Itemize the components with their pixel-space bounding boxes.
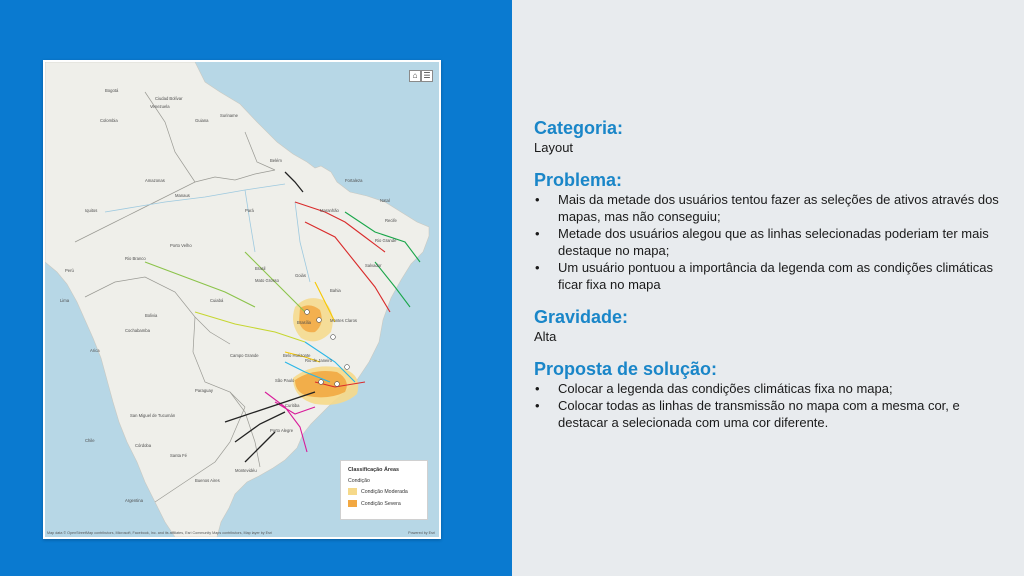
problema-heading: Problema: — [534, 170, 623, 190]
label-colombia: Colombia — [100, 118, 118, 123]
section-categoria — [534, 118, 1004, 156]
gravidade-heading: Gravidade: — [534, 307, 629, 327]
label-belem: Belém — [270, 158, 282, 163]
problema-item: • Mais da metade dos usuários tentou fazer as seleções de ativos através dos mapas, mas não conseguiu; — [534, 191, 1004, 225]
section-proposta — [534, 359, 1004, 431]
label-cordoba: Córdoba — [135, 443, 152, 448]
categoria-heading: Categoria: — [534, 118, 624, 138]
proposta-list — [534, 380, 1004, 431]
map-powered-by[interactable]: Powered by Esri — [408, 531, 435, 535]
label-peru: Perú — [65, 268, 74, 273]
problema-item: • Metade dos usuários alegou que as linhas selecionadas poderiam ter mais destaque no mapa; — [534, 225, 1004, 259]
label-guiana: Guiana — [195, 118, 209, 123]
label-cuiaba: Cuiabá — [210, 298, 224, 303]
label-natal: Natal — [380, 198, 390, 203]
label-venezuela: Venezuela — [150, 104, 170, 109]
label-rio-branco: Rio Branco — [125, 256, 146, 261]
list-icon: ☰ — [423, 71, 431, 80]
proposta-item: • Colocar a legenda das condições climáticas fixa no mapa; — [534, 380, 1004, 397]
map-frame — [43, 60, 441, 539]
label-maranhao: Maranhão — [320, 208, 339, 213]
categoria-value: Layout — [534, 140, 574, 155]
label-bolivia: Bolivia — [145, 313, 158, 318]
map-view[interactable] — [45, 62, 439, 537]
label-mato-grosso: Mato Grosso — [255, 278, 279, 283]
label-montevideu: Montevidéu — [235, 468, 257, 473]
label-brasilia: Brasília — [297, 320, 311, 325]
label-para: Pará — [245, 208, 254, 213]
label-porto-alegre: Porto Alegre — [270, 428, 294, 433]
legend-swatch-severe — [348, 500, 357, 507]
label-tucuman: San Miguel de Tucumán — [130, 413, 176, 418]
label-bogota: Bogotá — [105, 88, 119, 93]
findings-content — [534, 118, 1004, 445]
label-cochabamba: Cochabamba — [125, 328, 150, 333]
legend-swatch-moderate — [348, 488, 357, 495]
label-rio-de-janeiro: Rio de Janeiro — [305, 358, 333, 363]
proposta-heading: Proposta de solução: — [534, 359, 718, 379]
label-santa-fe: Santa Fé — [170, 453, 187, 458]
list-button[interactable] — [421, 70, 433, 82]
label-arica: Arica — [90, 348, 100, 353]
label-rio-grande: Rio Grande — [375, 238, 397, 243]
label-brasil: Brasil — [255, 266, 266, 271]
label-buenos-aires: Buenos Aires — [195, 478, 220, 483]
label-argentina: Argentina — [125, 498, 143, 503]
legend-label-severe: Condição Severa — [361, 500, 401, 507]
label-porto-velho: Porto Velho — [170, 243, 192, 248]
label-lima: Lima — [60, 298, 70, 303]
gravidade-value: Alta — [534, 329, 557, 344]
legend-item-moderate — [348, 487, 408, 496]
label-paraguay: Paraguay — [195, 388, 213, 393]
problema-list — [534, 191, 1004, 293]
legend-item-severe — [348, 499, 401, 508]
label-fortaleza: Fortaleza — [345, 178, 363, 183]
map-attribution: Map data © OpenStreetMap contributors, Microsoft, Facebook, Inc. and its affiliates, Esri Community Maps contributors, Map layer by Esri — [47, 531, 273, 535]
proposta-item: • Colocar todas as linhas de transmissão no mapa com a mesma cor, e destacar a selecionada com uma cor diferente. — [534, 397, 1004, 431]
label-belo-horizonte: Belo Horizonte — [283, 353, 311, 358]
label-campo-grande: Campo Grande — [230, 353, 259, 358]
label-chile: Chile — [85, 438, 95, 443]
label-iquitos: Iquitos — [85, 208, 98, 213]
home-icon: ⌂ — [412, 71, 418, 80]
label-amazonas: Amazonas — [145, 178, 165, 183]
label-recife: Recife — [385, 218, 397, 223]
legend-title: Classificação Áreas — [348, 467, 399, 473]
section-problema — [534, 170, 1004, 293]
map-legend — [340, 460, 428, 520]
label-suriname: Suriname — [220, 113, 238, 118]
label-goias: Goiás — [295, 273, 306, 278]
section-gravidade — [534, 307, 1004, 345]
label-bahia: Bahia — [330, 288, 341, 293]
label-curitiba: Curitiba — [285, 403, 300, 408]
legend-subtitle: Condição — [348, 478, 370, 484]
label-salvador: Salvador — [365, 263, 382, 268]
home-button[interactable] — [409, 70, 421, 82]
legend-label-moderate: Condição Moderada — [361, 488, 408, 495]
label-manaus: Manaus — [175, 193, 190, 198]
label-montes-claros: Montes Claros — [330, 318, 357, 323]
label-sao-paulo: São Paulo — [275, 378, 295, 383]
label-ciudad-bolivar: Ciudad Bolívar — [155, 96, 183, 101]
problema-item: • Um usuário pontuou a importância da legenda com as condições climáticas ficar fixa no mapa — [534, 259, 1004, 293]
